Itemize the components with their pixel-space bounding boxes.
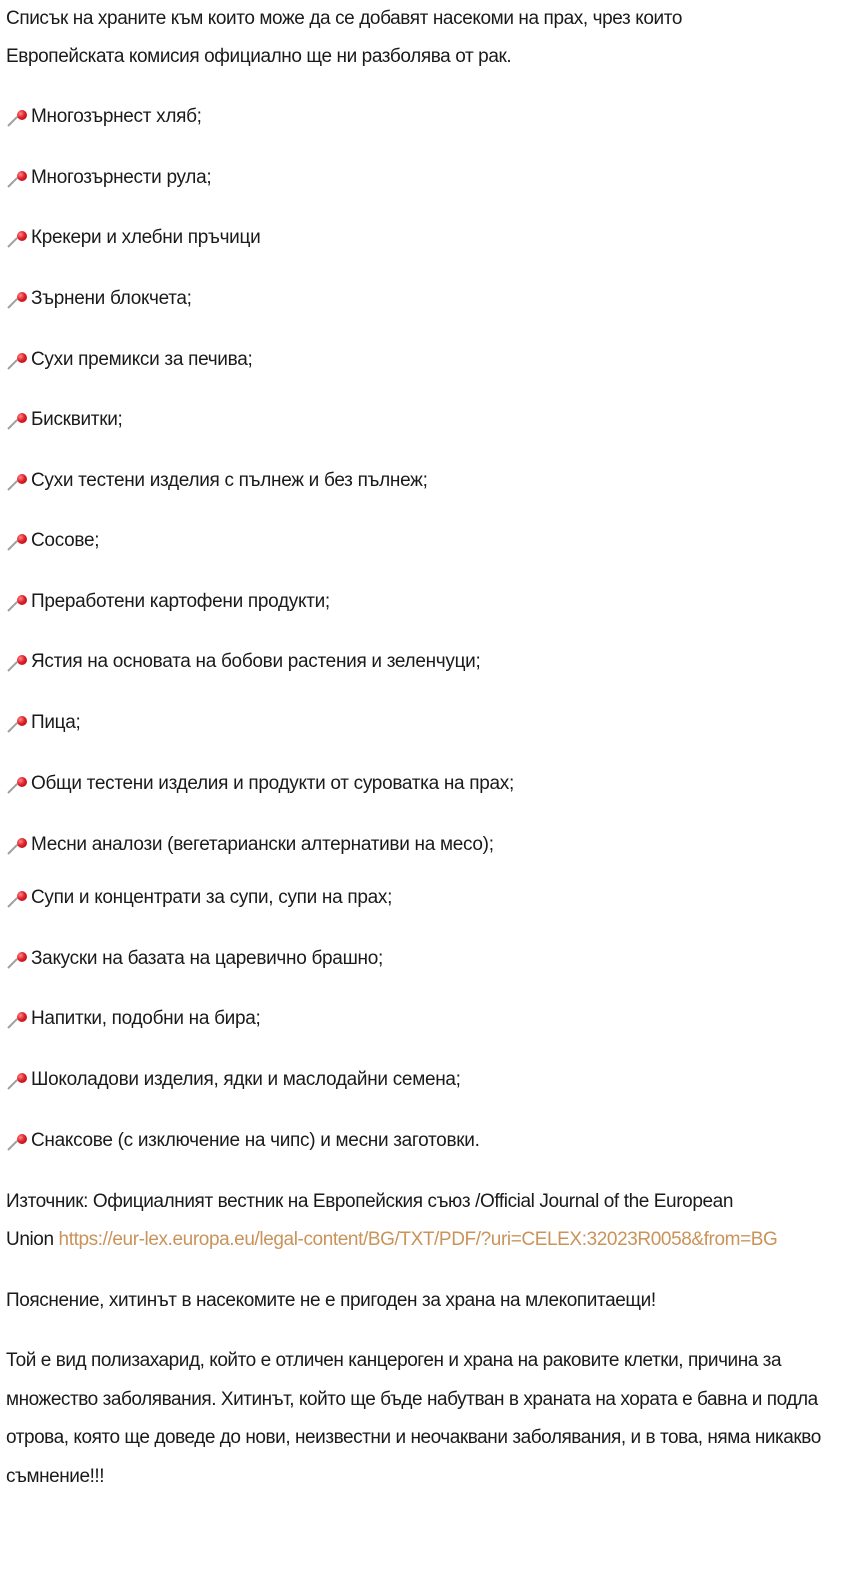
list-item-label: Крекери и хлебни пръчици: [31, 227, 261, 248]
intro-line-1: Списък на храните към които може да се добавят насекоми на прах, чрез които: [6, 8, 682, 29]
list-item: [6, 1007, 260, 1031]
pushpin-icon: [6, 227, 28, 249]
list-item: [6, 1129, 480, 1153]
pushpin-icon: [6, 167, 28, 189]
list-item-label: Общи тестени изделия и продукти от суроватка на прах;: [31, 773, 514, 794]
list-item: [6, 166, 211, 190]
list-item-label: Сосове;: [31, 530, 100, 551]
pushpin-icon: [6, 834, 28, 856]
list-item-label: Бисквитки;: [31, 409, 123, 430]
pushpin-icon: [6, 1008, 28, 1030]
list-item-label: Многозърнест хляб;: [31, 106, 202, 127]
closing-paragraph: Той е вид полизахарид, който е отличен канцероген и храна на раковите клетки, причина за множество заболявания. Хитинът, който ще бъде набутван в храната на хората е бавна и подла отрова, която ще доведе до нови, неизвестни и неочаквани заболявания, и в това, няма никакво съмнение!!!: [6, 1350, 821, 1487]
list-item: [6, 287, 192, 311]
source-link[interactable]: https://eur-lex.europa.eu/legal-content/BG/TXT/PDF/?uri=CELEX:32023R0058&from=BG: [58, 1229, 778, 1250]
pushpin-icon: [6, 530, 28, 552]
list-item: [6, 105, 202, 129]
pushpin-icon: [6, 948, 28, 970]
intro-line-2: Европейската комисия официално ще ни разболява от рак.: [6, 46, 512, 67]
list-item: [6, 1068, 461, 1092]
list-item-label: Сухи тестени изделия с пълнеж и без пълнеж;: [31, 470, 428, 491]
pushpin-icon: [6, 712, 28, 734]
list-item-label: Снаксове (с изключение на чипс) и месни заготовки.: [31, 1130, 480, 1151]
pushpin-icon: [6, 349, 28, 371]
pushpin-icon: [6, 773, 28, 795]
list-item-label: Преработени картофени продукти;: [31, 591, 330, 612]
list-item-label: Шоколадови изделия, ядки и маслодайни семена;: [31, 1069, 461, 1090]
pushpin-icon: [6, 651, 28, 673]
explanation-text: Пояснение, хитинът в насекомите не е пригоден за храна на млекопитаещи!: [6, 1290, 656, 1311]
list-item: [6, 947, 383, 971]
list-item: [6, 348, 252, 372]
list-item: [6, 650, 480, 674]
list-item-label: Ястия на основата на бобови растения и зеленчуци;: [31, 651, 481, 672]
pushpin-icon: [6, 470, 28, 492]
list-item-label: Напитки, подобни на бира;: [31, 1008, 261, 1029]
pushpin-icon: [6, 409, 28, 431]
pushpin-icon: [6, 887, 28, 909]
pushpin-icon: [6, 1069, 28, 1091]
list-item: [6, 886, 392, 910]
list-item-label: Многозърнести рула;: [31, 167, 212, 188]
list-item-label: Сухи премикси за печива;: [31, 349, 253, 370]
list-item-label: Закуски на базата на царевично брашно;: [31, 948, 383, 969]
pushpin-icon: [6, 591, 28, 613]
pushpin-icon: [6, 106, 28, 128]
list-item: [6, 408, 123, 432]
list-item: [6, 469, 428, 493]
list-item: [6, 772, 514, 796]
list-item: [6, 711, 81, 735]
list-item: [6, 529, 99, 553]
list-item: [6, 833, 494, 857]
list-item-label: Зърнени блокчета;: [31, 288, 192, 309]
list-item-label: Месни аналози (вегетариански алтернативи на месо);: [31, 834, 494, 855]
list-item-label: Пица;: [31, 712, 81, 733]
list-item: [6, 226, 260, 250]
source-line-1: Източник: Официалният вестник на Европейския съюз /Official Journal of the European: [6, 1191, 733, 1212]
pushpin-icon: [6, 288, 28, 310]
pushpin-icon: [6, 1130, 28, 1152]
source-line-2: [6, 1228, 777, 1252]
source-union-text: Union: [6, 1229, 59, 1250]
list-item-label: Супи и концентрати за супи, супи на прах;: [31, 887, 393, 908]
list-item: [6, 590, 330, 614]
